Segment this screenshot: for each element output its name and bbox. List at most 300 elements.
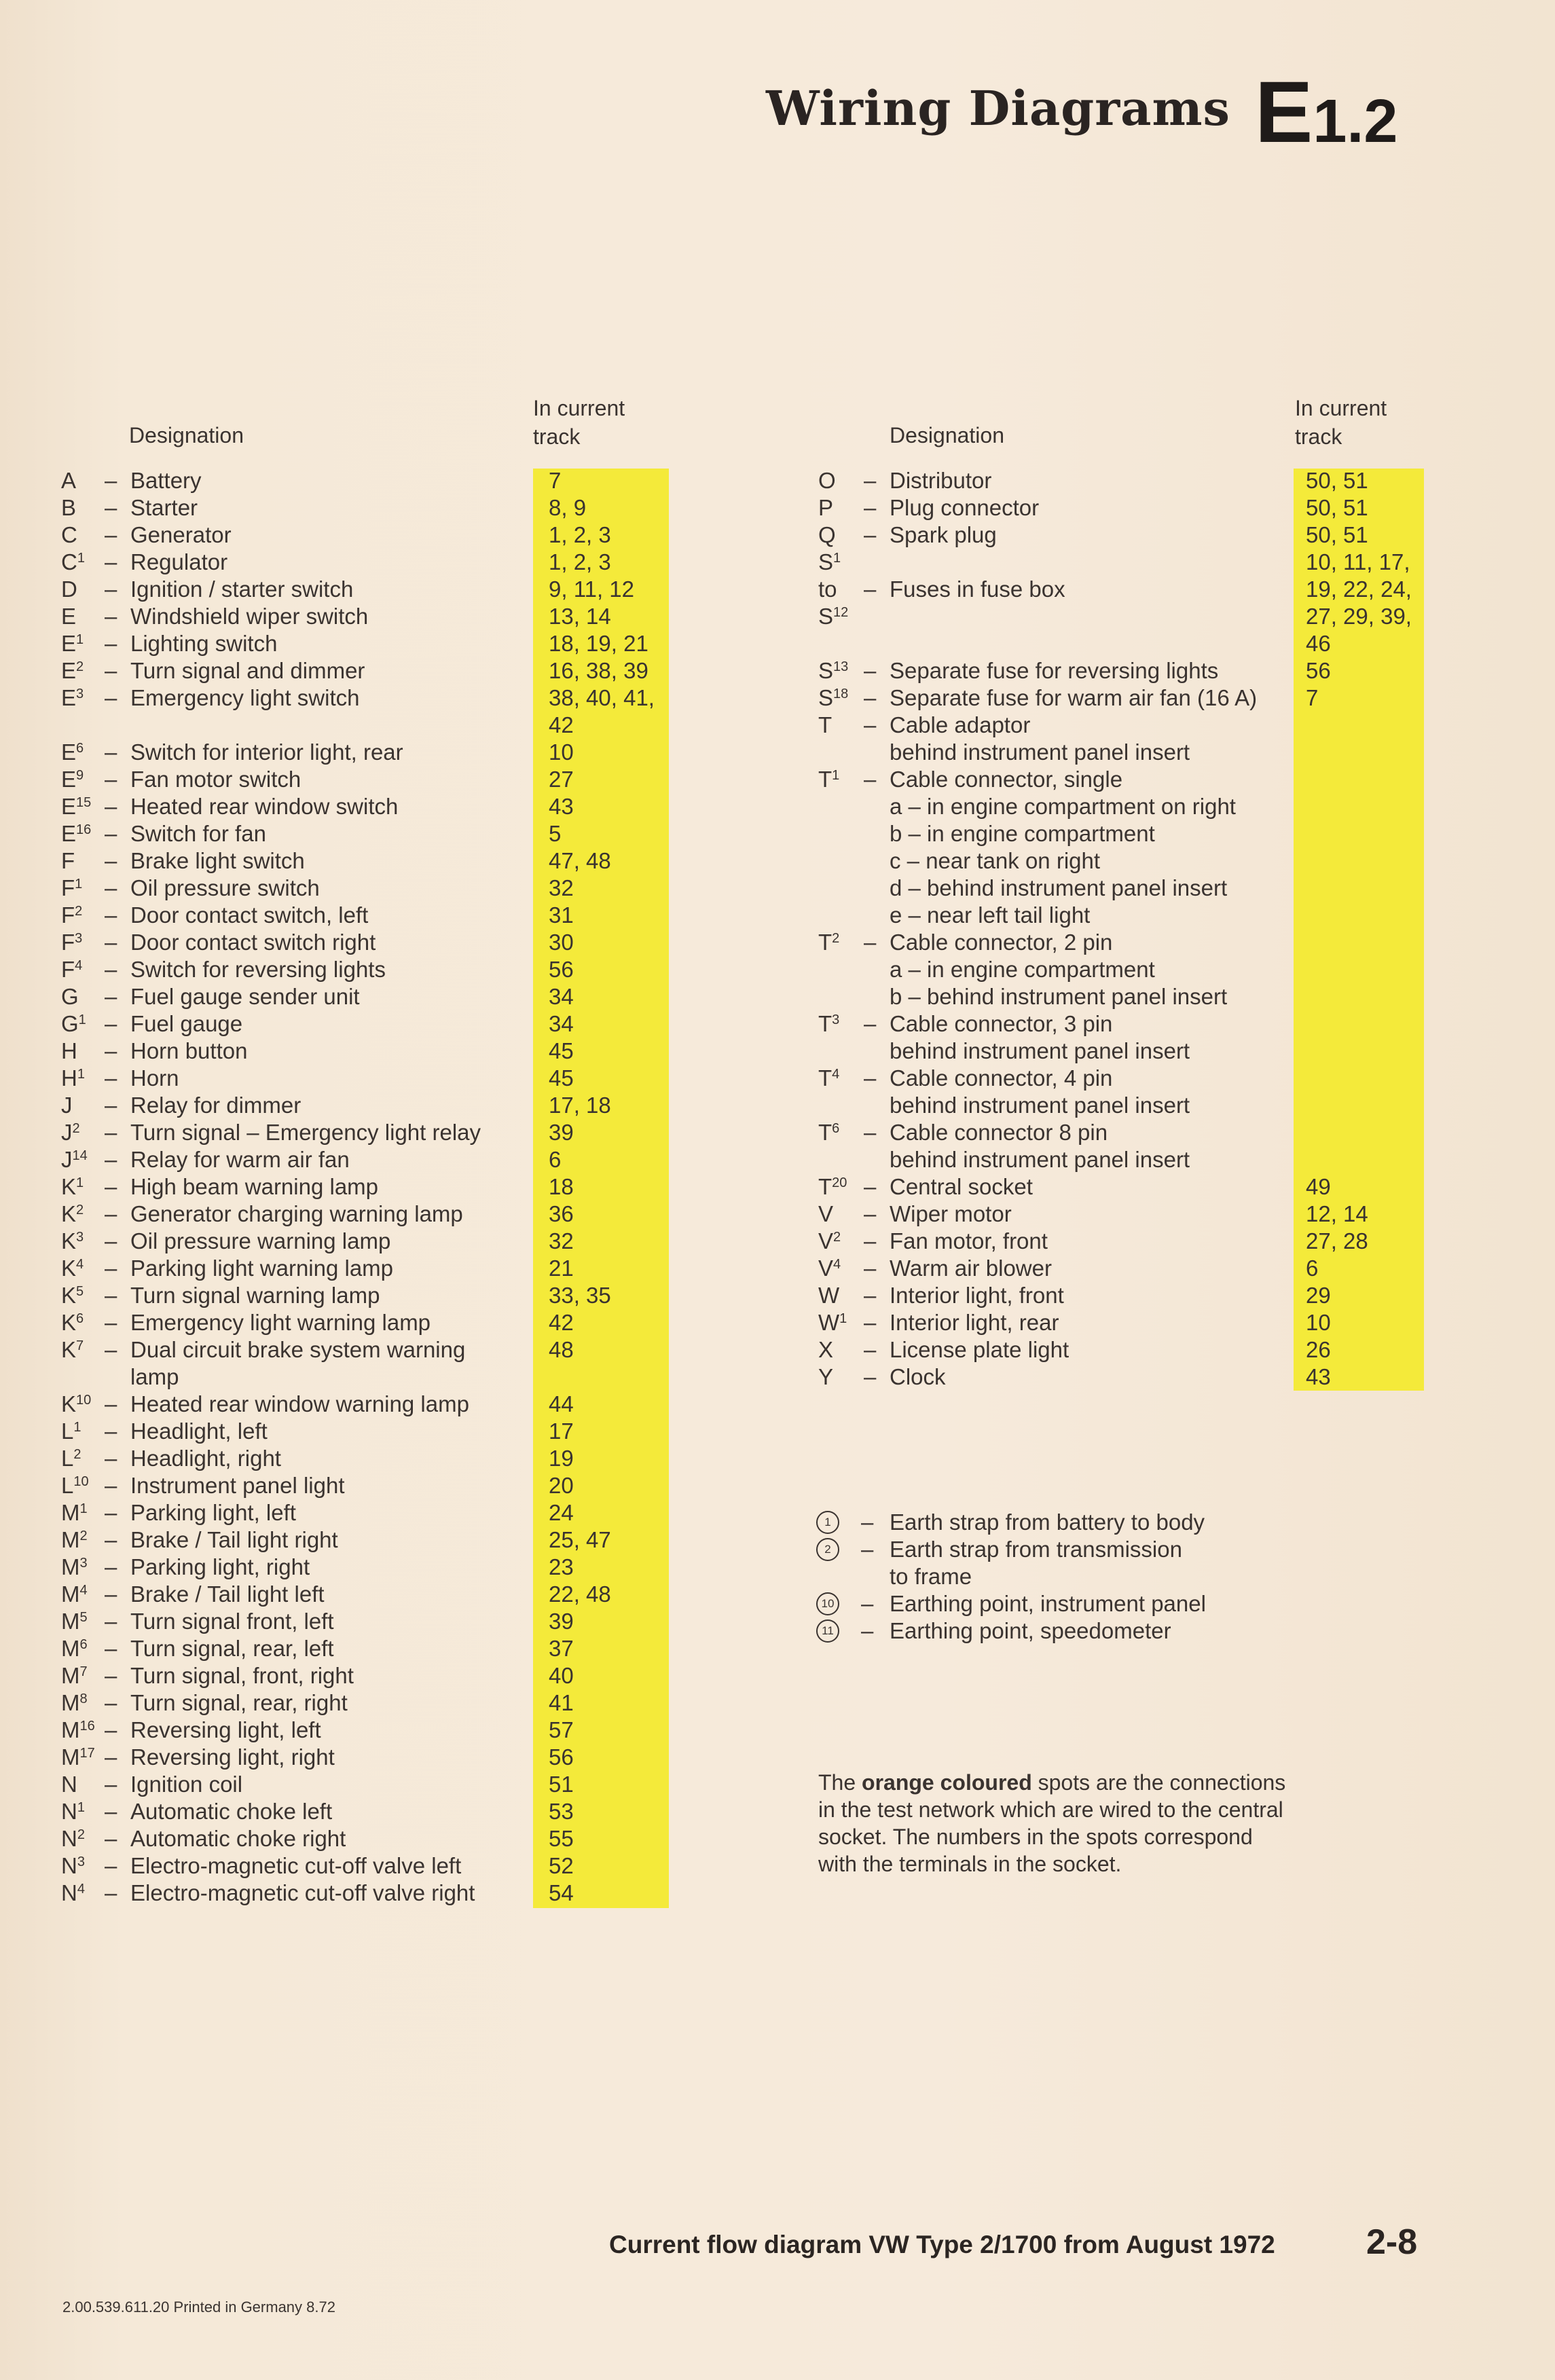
dash-separator: – (864, 1174, 877, 1199)
designation-index: 3 (75, 931, 83, 946)
designation-letter: X (818, 1337, 834, 1362)
section-code-number: 1.2 (1313, 88, 1398, 155)
earth-description: Earth strap from battery to body (890, 1509, 1205, 1535)
designation-index: 3 (77, 1854, 85, 1869)
current-track: 10 (549, 739, 574, 765)
designation-description: Warm air blower (890, 1256, 1052, 1281)
current-track: 33, 35 (549, 1283, 611, 1308)
note-pre: The (818, 1770, 862, 1795)
current-track: 39 (549, 1120, 574, 1145)
current-track: 40 (549, 1663, 574, 1688)
designation-code (61, 875, 82, 902)
designation-description: Turn signal and dimmer (130, 658, 365, 683)
current-track: 22, 48 (549, 1581, 611, 1607)
right-track-header-line2: track (1295, 424, 1342, 449)
designation-index: 1 (833, 551, 841, 566)
designation-letter: L (61, 1473, 74, 1498)
designation-code (818, 1363, 833, 1391)
designation-index: 5 (76, 1284, 84, 1299)
dash-separator: – (105, 604, 117, 629)
designation-code (61, 1336, 84, 1363)
dash-separator: – (105, 794, 117, 819)
designation-code (61, 847, 75, 875)
dash-separator: – (105, 930, 117, 955)
current-track: 17 (549, 1418, 574, 1444)
dash-separator: – (864, 1310, 877, 1335)
designation-letter: M (61, 1690, 80, 1715)
dash-separator: – (105, 1663, 117, 1688)
designation-code (61, 1662, 88, 1689)
designation-index: 1 (77, 1800, 85, 1815)
list-item (818, 712, 1497, 739)
earth-description: Earthing point, instrument panel (890, 1591, 1206, 1616)
designation-index: 10 (73, 1474, 89, 1489)
current-track: 27 (549, 767, 574, 792)
designation-letter: E (61, 767, 77, 792)
designation-code (61, 820, 91, 847)
dash-separator: – (105, 1744, 117, 1770)
dash-separator: – (105, 875, 117, 900)
designation-description: Cable connector, 2 pin (890, 930, 1113, 955)
list-item (61, 1581, 672, 1608)
designation-code (61, 1119, 80, 1146)
list-item (61, 1798, 672, 1825)
designation-code (818, 549, 841, 576)
designation-code (61, 1010, 86, 1038)
designation-index: 12 (833, 605, 849, 620)
dash-separator: – (864, 522, 877, 547)
designation-description: Fuel gauge sender unit (130, 984, 360, 1009)
designation-code (61, 1717, 95, 1744)
current-track: 45 (549, 1038, 574, 1063)
designation-code (61, 1391, 91, 1418)
designation-description: Electro-magnetic cut-off valve left (130, 1853, 462, 1878)
list-item (61, 1717, 672, 1744)
current-track: 57 (549, 1717, 574, 1742)
designation-description: b – behind instrument panel insert (890, 984, 1228, 1009)
designation-description: Brake / Tail light left (130, 1581, 325, 1607)
list-item (61, 766, 672, 793)
dash-separator: – (105, 1093, 117, 1118)
current-track: 17, 18 (549, 1093, 611, 1118)
dash-separator: – (105, 1554, 117, 1579)
dash-separator: – (864, 1364, 877, 1389)
current-track: 25, 47 (549, 1527, 611, 1552)
designation-description: Interior light, front (890, 1283, 1064, 1308)
list-item (61, 603, 672, 630)
current-track: 47, 48 (549, 848, 611, 873)
designation-index: 6 (76, 1311, 84, 1326)
list-item (818, 1363, 1497, 1391)
right-track-header-line1: In current (1295, 396, 1387, 420)
dash-separator: – (864, 1065, 877, 1091)
dash-separator: – (105, 1201, 117, 1226)
designation-code (61, 1798, 85, 1825)
designation-index: 6 (832, 1121, 840, 1136)
current-track: 44 (549, 1391, 574, 1416)
current-track: 16, 38, 39 (549, 658, 648, 683)
list-item (61, 1038, 672, 1065)
designation-code (61, 657, 84, 684)
designation-letter: L (61, 1418, 74, 1444)
left-track-header-line2: track (533, 424, 581, 449)
designation-description: Heated rear window warning lamp (130, 1391, 469, 1416)
designation-description: e – near left tail light (890, 902, 1091, 928)
dash-separator: – (105, 739, 117, 765)
designation-code (818, 603, 848, 630)
designation-code (818, 576, 837, 603)
designation-code (61, 1309, 84, 1336)
designation-index: 16 (79, 1719, 95, 1734)
designation-description: Headlight, right (130, 1446, 281, 1471)
list-item (61, 494, 672, 521)
list-item (61, 847, 672, 875)
designation-code (61, 521, 77, 549)
current-track: 56 (549, 957, 574, 982)
designation-letter: N (61, 1799, 77, 1824)
designation-code (61, 1771, 77, 1798)
designation-letter: F (61, 957, 75, 982)
list-item (61, 1391, 672, 1418)
designation-description: a – in engine compartment on right (890, 794, 1236, 819)
list-item (818, 467, 1497, 494)
list-item (818, 929, 1497, 956)
designation-letter: K (61, 1310, 77, 1335)
list-item (61, 875, 672, 902)
designation-letter: B (61, 495, 77, 520)
dash-separator: – (105, 848, 117, 873)
designation-description: Wiper motor (890, 1201, 1012, 1226)
designation-description: Instrument panel light (130, 1473, 345, 1498)
list-item (61, 657, 672, 684)
designation-code (818, 1065, 839, 1092)
designation-letter: K (61, 1201, 77, 1226)
designation-description: Cable connector, single (890, 767, 1123, 792)
designation-index: 7 (79, 1664, 88, 1679)
dash-separator: – (105, 1636, 117, 1661)
designation-description: Parking light, right (130, 1554, 310, 1579)
designation-index: 6 (79, 1637, 88, 1652)
designation-description: behind instrument panel insert (890, 1038, 1190, 1063)
list-item (818, 1336, 1497, 1363)
designation-description: Electro-magnetic cut-off valve right (130, 1880, 475, 1905)
designation-index: 2 (73, 1447, 81, 1462)
designation-letter: H (61, 1065, 77, 1091)
designation-index: 2 (833, 1230, 841, 1245)
dash-separator: – (864, 1337, 877, 1362)
designation-description: Horn button (130, 1038, 248, 1063)
list-item (61, 1418, 672, 1445)
designation-code (61, 576, 77, 603)
current-track: 36 (549, 1201, 574, 1226)
designation-index: 2 (76, 659, 84, 674)
designation-description: behind instrument panel insert (890, 1093, 1190, 1118)
designation-description: Clock (890, 1364, 946, 1389)
list-item (818, 739, 1497, 766)
current-track: 24 (549, 1500, 574, 1525)
designation-code (61, 956, 82, 983)
dash-separator: – (105, 984, 117, 1009)
designation-code (61, 1255, 84, 1282)
dash-separator: – (105, 1174, 117, 1199)
designation-index: 4 (79, 1583, 88, 1598)
designation-letter: N (61, 1853, 77, 1878)
note-post: spots are the connections in the test network which are wired to the central socket. The numbers in the spots correspond with the terminals in the socket. (818, 1770, 1286, 1876)
designation-description: Cable connector 8 pin (890, 1120, 1108, 1145)
designation-description: Starter (130, 495, 198, 520)
current-track: 43 (1306, 1364, 1331, 1389)
designation-description: behind instrument panel insert (890, 739, 1190, 765)
designation-letter: S (818, 604, 834, 629)
designation-letter: M (61, 1527, 80, 1552)
dash-separator: – (861, 1509, 874, 1535)
designation-index: 1 (832, 768, 840, 783)
list-item (61, 820, 672, 847)
designation-code (61, 929, 82, 956)
designation-description: License plate light (890, 1337, 1069, 1362)
dash-separator: – (105, 576, 117, 602)
designation-description: Central socket (890, 1174, 1033, 1199)
dash-separator: – (105, 1065, 117, 1091)
designation-description: Emergency light warning lamp (130, 1310, 431, 1335)
current-track: 18 (549, 1174, 574, 1199)
designation-index: 13 (833, 659, 849, 674)
designation-description: Generator charging warning lamp (130, 1201, 463, 1226)
current-track: 48 (549, 1337, 574, 1362)
current-track: 7 (1306, 685, 1319, 710)
designation-letter: T (818, 1011, 833, 1036)
designation-description: Plug connector (890, 495, 1040, 520)
designation-index: 3 (76, 1230, 84, 1245)
designation-description: Distributor (890, 468, 992, 493)
list-item (61, 929, 672, 956)
designation-index: 1 (839, 1311, 847, 1326)
designation-description: Regulator (130, 549, 228, 574)
current-track: 56 (549, 1744, 574, 1770)
designation-index: 1 (75, 877, 83, 892)
list-item (818, 1228, 1497, 1255)
designation-letter: F (61, 848, 75, 873)
designation-letter: M (61, 1554, 80, 1579)
dash-separator: – (105, 1690, 117, 1715)
designation-letter: W (818, 1283, 840, 1308)
left-track-header-line1: In current (533, 396, 625, 420)
list-item (818, 902, 1497, 929)
current-track: 42 (549, 712, 574, 737)
list-item (61, 1255, 672, 1282)
designation-letter: M (61, 1609, 80, 1634)
current-track: 42 (549, 1310, 574, 1335)
dash-separator: – (864, 1256, 877, 1281)
dash-separator: – (105, 1418, 117, 1444)
current-track: 32 (549, 1228, 574, 1253)
list-item (61, 467, 672, 494)
dash-separator: – (105, 1880, 117, 1905)
designation-letter: K (61, 1283, 77, 1308)
designation-code (61, 467, 76, 494)
designation-letter: M (61, 1744, 80, 1770)
designation-code (61, 739, 84, 766)
designation-code (818, 1309, 847, 1336)
list-item (818, 576, 1497, 603)
designation-description: Turn signal – Emergency light relay (130, 1120, 481, 1145)
current-track: 20 (549, 1473, 574, 1498)
designation-description: Turn signal front, left (130, 1609, 334, 1634)
dash-separator: – (105, 1147, 117, 1172)
list-item (61, 1554, 672, 1581)
current-track: 27, 28 (1306, 1228, 1368, 1253)
current-track: 51 (549, 1772, 574, 1797)
designation-index: 1 (77, 551, 85, 566)
designation-letter: C (61, 522, 77, 547)
designation-index: 1 (79, 1501, 88, 1516)
list-item (818, 1119, 1497, 1146)
list-item (61, 1472, 672, 1499)
list-item (61, 1282, 672, 1309)
designation-index: 1 (76, 1175, 84, 1190)
dash-separator: – (864, 685, 877, 710)
list-item (61, 1608, 672, 1635)
list-item (818, 820, 1497, 847)
list-item (61, 1499, 672, 1526)
designation-code (818, 1119, 839, 1146)
designation-index: 9 (76, 768, 84, 783)
current-track: 1, 2, 3 (549, 549, 611, 574)
current-track: 1, 2, 3 (549, 522, 611, 547)
designation-description: Automatic choke right (130, 1826, 346, 1851)
designation-description: Brake / Tail light right (130, 1527, 338, 1552)
designation-description: Windshield wiper switch (130, 604, 369, 629)
current-track: 34 (549, 1011, 574, 1036)
designation-description: c – near tank on right (890, 848, 1101, 873)
designation-description: Parking light, left (130, 1500, 296, 1525)
designation-code (61, 1092, 73, 1119)
dash-separator: – (105, 1473, 117, 1498)
earth-item (813, 1563, 1302, 1590)
designation-letter: G (61, 1011, 79, 1036)
current-track: 50, 51 (1306, 522, 1368, 547)
dash-separator: – (864, 1201, 877, 1226)
designation-description: d – behind instrument panel insert (890, 875, 1228, 900)
designation-description: Brake light switch (130, 848, 305, 873)
dash-separator: – (105, 1609, 117, 1634)
current-track: 18, 19, 21 (549, 631, 648, 656)
list-item (61, 1363, 672, 1391)
list-item (61, 1635, 672, 1662)
designation-description: Separate fuse for warm air fan (16 A) (890, 685, 1258, 710)
designation-letter: V (818, 1228, 834, 1253)
note-bold: orange coloured (862, 1770, 1032, 1795)
designation-code (61, 494, 76, 521)
designation-code (818, 1255, 841, 1282)
print-info: 2.00.539.611.20 Printed in Germany 8.72 (62, 2299, 335, 2315)
designation-code (818, 1228, 841, 1255)
designation-code (61, 902, 82, 929)
list-item (818, 521, 1497, 549)
earth-item (813, 1509, 1302, 1536)
designation-code (818, 494, 833, 521)
designation-letter: D (61, 576, 77, 602)
current-track: 19 (549, 1446, 574, 1471)
dash-separator: – (105, 767, 117, 792)
designation-letter: T (818, 930, 833, 955)
designation-description: Cable adaptor (890, 712, 1031, 737)
dash-separator: – (864, 767, 877, 792)
designation-letter: N (61, 1880, 77, 1905)
designation-index: 3 (76, 686, 84, 701)
designation-description: Switch for fan (130, 821, 266, 846)
earth-description: Earthing point, speedometer (890, 1618, 1171, 1643)
list-item (61, 1880, 672, 1907)
designation-index: 17 (79, 1746, 95, 1761)
designation-description: Fan motor switch (130, 767, 301, 792)
current-track: 31 (549, 902, 574, 928)
list-item (818, 1092, 1497, 1119)
designation-letter: K (61, 1174, 77, 1199)
dash-separator: – (864, 495, 877, 520)
designation-letter: K (61, 1228, 77, 1253)
designation-description: Oil pressure switch (130, 875, 320, 900)
designation-description: Spark plug (890, 522, 997, 547)
designation-description: Door contact switch, left (130, 902, 369, 928)
current-track: 29 (1306, 1283, 1331, 1308)
designation-description: Horn (130, 1065, 179, 1091)
designation-code (61, 1852, 85, 1880)
designation-index: 3 (832, 1012, 840, 1027)
designation-code (61, 1201, 84, 1228)
dash-separator: – (105, 685, 117, 710)
designation-description: Parking light warning lamp (130, 1256, 394, 1281)
designation-letter: M (61, 1717, 80, 1742)
designation-letter: S (818, 685, 834, 710)
current-track: 52 (549, 1853, 574, 1878)
designation-index: 4 (832, 1067, 840, 1082)
dash-separator: – (105, 1799, 117, 1824)
designation-letter: T (818, 712, 833, 737)
designation-description: lamp (130, 1364, 179, 1389)
designation-index: 16 (76, 822, 92, 837)
section-code-letter: E (1255, 64, 1313, 161)
current-track: 55 (549, 1826, 574, 1851)
current-track: 49 (1306, 1174, 1331, 1199)
list-item (61, 1010, 672, 1038)
dash-separator: – (105, 1717, 117, 1742)
designation-description: Reversing light, left (130, 1717, 321, 1742)
designation-description: Ignition / starter switch (130, 576, 354, 602)
current-track: 50, 51 (1306, 468, 1368, 493)
designation-index: 7 (76, 1338, 84, 1353)
designation-letter: M (61, 1663, 80, 1688)
designation-description: Dual circuit brake system warning (130, 1337, 466, 1362)
current-track: 27, 29, 39, (1306, 604, 1412, 629)
list-item (61, 549, 672, 576)
designation-description: Separate fuse for reversing lights (890, 658, 1219, 683)
designation-letter: J (61, 1093, 73, 1118)
designation-letter: M (61, 1500, 80, 1525)
designation-code (61, 1445, 81, 1472)
current-track: 54 (549, 1880, 574, 1905)
left-designation-header: Designation (129, 423, 244, 447)
dash-separator: – (105, 1527, 117, 1552)
earth-number-circle: 2 (816, 1538, 839, 1561)
list-item (818, 549, 1497, 576)
right-designation-header: Designation (890, 423, 1004, 447)
designation-index: 2 (72, 1121, 80, 1136)
dash-separator: – (864, 576, 877, 602)
designation-description: Oil pressure warning lamp (130, 1228, 391, 1253)
designation-index: 2 (76, 1203, 84, 1218)
designation-letter: S (818, 658, 834, 683)
